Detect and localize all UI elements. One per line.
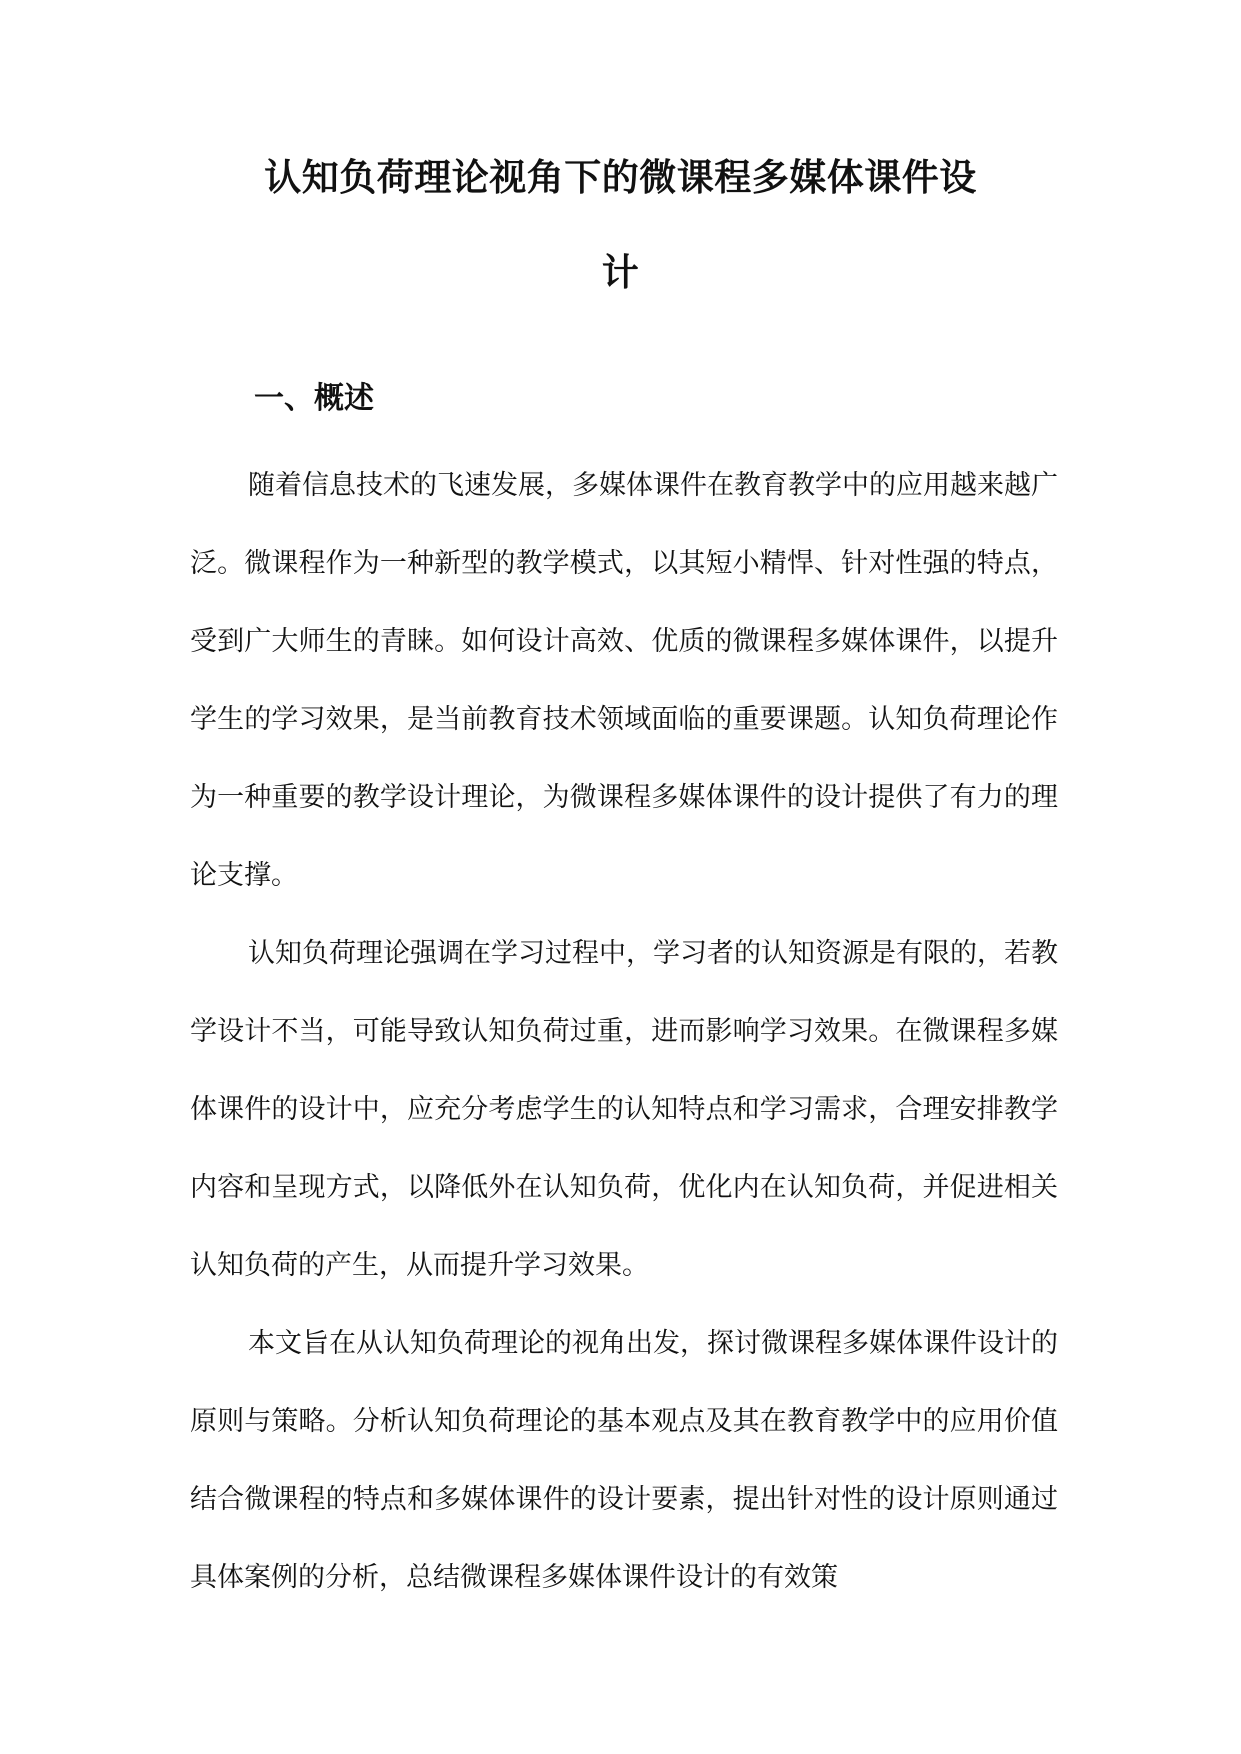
paragraph: 随着信息技术的飞速发展，多媒体课件在教育教学中的应用越来越广泛。微课程作为一种新型的教学模式，以其短小精悍、针对性强的特点，受到广大师生的青睐。如何设计高效、优质的微课程多媒体课件，以提升学生的学习效果，是当前教育技术领域面临的重要课题。认知负荷理论作为一种重要的教学设计理论，为微课程多媒体课件的设计提供了有力的理论支撑。 [190, 470, 1058, 891]
section-heading-overview: 一、概述 [254, 381, 374, 416]
document-title-line-1: 认知负荷理论视角下的微课程多媒体课件设 [264, 156, 977, 199]
paragraph: 本文旨在从认知负荷理论的视角出发，探讨微课程多媒体课件设计的原则与策略。分析认知负荷理论的基本观点及其在教育教学中的应用价值结合微课程的特点和多媒体课件的设计要素，提出针对性的设计原则通过具体案例的分析，总结微课程多媒体课件设计的有效策 [190, 1328, 1058, 1593]
body-text [190, 447, 1058, 1617]
document-title-line-2: 计 [601, 251, 640, 294]
paragraph: 认知负荷理论强调在学习过程中，学习者的认知资源是有限的，若教学设计不当，可能导致认知负荷过重，进而影响学习效果。在微课程多媒体课件的设计中，应充分考虑学生的认知特点和学习需求，合理安排教学内容和呈现方式，以降低外在认知负荷，优化内在认知负荷，并促进相关认知负荷的产生，从而提升学习效果。 [190, 938, 1058, 1281]
